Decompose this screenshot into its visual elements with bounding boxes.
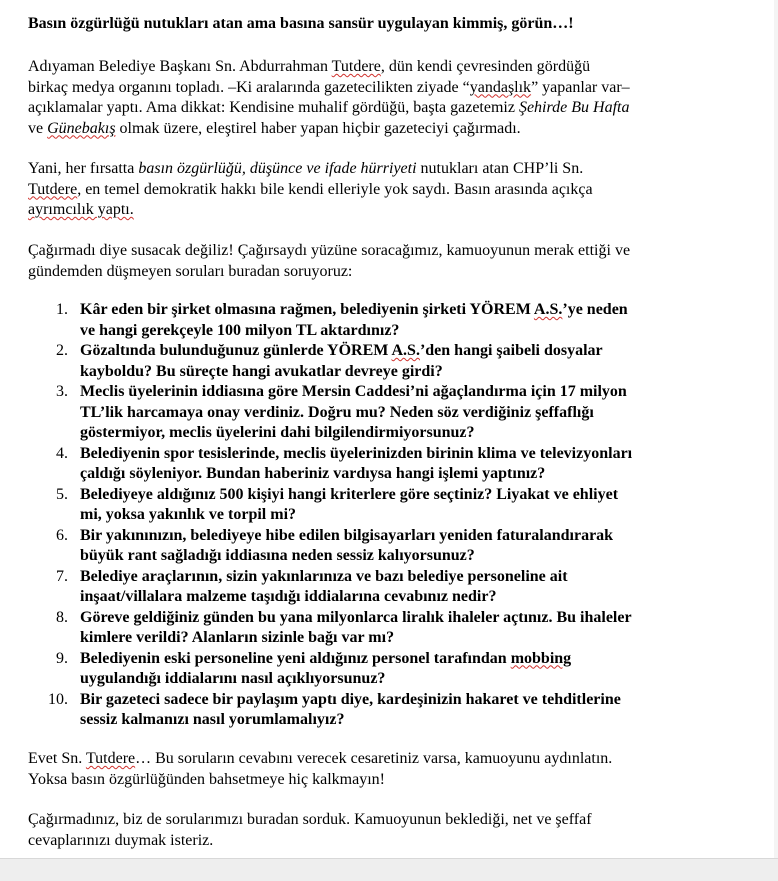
text-run: , en temel demokratik hakkı bile kendi elleriyle yok saydı. Basın arasında açıkça <box>77 180 593 198</box>
text-run: ” yapanlar var– <box>531 78 630 96</box>
list-number: 2. <box>56 342 68 359</box>
paragraph-line: cevaplarınızı duymak isteriz. <box>28 831 214 849</box>
list-item <box>28 341 728 382</box>
article-title: Basın özgürlüğü nutukları atan ama basına sansür uygulayan kimmiş, görün…! <box>28 15 574 32</box>
text-run: Bir yakınınızın, belediyeye hibe edilen bilgisayarları yeniden faturalandırarak <box>80 526 614 544</box>
paragraph-line <box>28 119 718 140</box>
paragraph-line <box>28 57 718 78</box>
text-run: ’ye neden <box>562 301 628 318</box>
list-item-text <box>80 485 778 526</box>
paragraph-final <box>28 810 718 851</box>
list-item-text <box>80 382 778 444</box>
text-run: Evet Sn. <box>28 750 86 767</box>
list-item <box>28 300 728 341</box>
paragraph-criticism <box>28 159 718 221</box>
text-run: mi, yoksa yakınlık ve torpil mi? <box>80 506 297 523</box>
text-run: uygulandığı iddialarını nasıl açıklıyorsunuz? <box>80 670 386 687</box>
paragraph-closing <box>28 749 718 790</box>
text-run: Yani, her fırsatta <box>28 160 139 177</box>
paragraph-line: Çağırmadınız, biz de sorularımızı buradan sorduk. Kamuoyunun beklediği, net ve şeffaf <box>28 811 592 828</box>
paragraph-intro <box>28 57 718 139</box>
text-run: olmak üzere, eleştirel haber yapan hiçbir gazeteciyi çağırmadı. <box>115 119 521 137</box>
list-item <box>28 485 728 526</box>
text-run: birkaç medya organını topladı. –Ki aralarında gazetecilikten ziyade “ <box>28 78 470 96</box>
questions-list <box>28 300 728 731</box>
paragraph-line: Çağırmadı diye susacak değiliz! Çağırsaydı yüzüne soracağımız, kamuoyunun merak ettiği ve <box>28 242 631 259</box>
text-run: Belediyenin eski personeline yeni aldığınız personel tarafından <box>80 649 511 667</box>
text-run: göstermiyor, meclis üyelerini dahi bilgilendirmiyorsunuz? <box>80 424 475 441</box>
newspaper-name: Günebakış <box>47 119 116 137</box>
list-number: 5. <box>56 485 68 503</box>
paragraph-line <box>28 159 718 180</box>
text-run: kayboldu? Bu süreçte hangi avukatlar devreye girdi? <box>80 362 443 380</box>
list-item <box>28 567 728 608</box>
paragraph-questions-intro <box>28 241 718 282</box>
list-item-text <box>80 526 778 567</box>
paragraph-line: Yoksa basın özgürlüğünden bahsetmeye hiç kalkmayın! <box>28 770 385 788</box>
text-run: inşaat/villalara malzeme taşıdığı iddialarına cevabınız nedir? <box>80 588 497 605</box>
text-run-italic: basın özgürlüğü, düşünce ve ifade hürriyeti <box>138 160 417 177</box>
list-number: 8. <box>56 608 68 626</box>
text-run: TL’lik harcamaya onay verdiniz. Doğru mu? Neden söz verdiğiniz şeffaflığı <box>80 403 594 421</box>
list-item-text <box>80 649 778 690</box>
newspaper-name: Şehirde Bu Hafta <box>518 99 630 116</box>
spellcheck-word: Tutdere <box>85 750 136 767</box>
spellcheck-word: yandaşlık <box>469 78 532 96</box>
paragraph-line <box>28 78 718 99</box>
text-run: Belediyeye aldığınız 500 kişiyi hangi kriterlere göre seçtiniz? Liyakat ve ehliyet <box>80 485 619 503</box>
page-edge <box>774 0 778 858</box>
list-number: 7. <box>56 567 68 585</box>
text-run: … Bu soruların cevabını verecek cesaretiniz varsa, kamuoyunu aydınlatın. <box>135 750 613 767</box>
text-run: nutukları atan CHP’li Sn. <box>416 160 584 177</box>
text-run: Kâr eden bir şirket olmasına rağmen, belediyenin şirketi YÖREM <box>80 301 534 318</box>
paragraph-line: gündemden düşmeyen soruları buradan soruyoruz: <box>28 262 353 280</box>
list-item <box>28 526 728 567</box>
paragraph-line <box>28 180 718 201</box>
list-item <box>28 444 728 485</box>
list-item-text <box>80 300 778 341</box>
spellcheck-word: A.S. <box>391 342 420 359</box>
list-number: 6. <box>56 526 68 544</box>
text-run: Belediyenin spor tesislerinde, meclis üyelerinizden birinin klima ve televizyonları <box>80 444 633 462</box>
text-run: açıklamalar yaptı. Ama dikkat: Kendisine muhalif gördüğü, başta gazetemiz <box>28 99 519 116</box>
list-item <box>28 608 728 649</box>
list-item <box>28 690 728 731</box>
text-run: kimlere verildi? Alanların sizinle bağı var mı? <box>80 629 395 646</box>
list-item <box>28 649 728 690</box>
bottom-scroll-area[interactable] <box>0 858 778 881</box>
list-item <box>28 382 728 444</box>
spellcheck-word: ayrımcılık yaptı. <box>28 201 134 218</box>
list-number: 9. <box>56 649 68 667</box>
text-run: Göreve geldiğiniz günden bu yana milyonlarca liralık ihaleler açtınız. Bu ihaleler <box>80 608 632 626</box>
text-run: ve hangi gerekçeyle 100 milyon TL aktardınız? <box>80 321 400 339</box>
text-run: Belediye araçlarının, sizin yakınlarınıza ve bazı belediye personeline ait <box>80 567 568 585</box>
spellcheck-word: Tutdere <box>28 180 78 198</box>
text-run: Meclis üyelerinin iddiasına göre Mersin Caddesi’ni ağaçlandırma için 17 milyon <box>80 383 627 400</box>
paragraph-line <box>28 200 718 221</box>
list-number: 10. <box>48 690 68 708</box>
paragraph-line <box>28 98 718 119</box>
list-item-text <box>80 444 778 485</box>
text-run: çaldığı söyleniyor. Bundan haberiniz vardıysa hangi işlemi yaptınız? <box>80 465 546 482</box>
spellcheck-word: mobbing <box>510 649 572 667</box>
list-item-text <box>80 341 778 382</box>
list-number: 4. <box>56 444 68 462</box>
list-item-text <box>80 690 778 731</box>
text-run: ’den hangi şaibeli dosyalar <box>419 342 603 359</box>
spellcheck-word: A.S. <box>533 301 563 318</box>
spellcheck-word: Tutdere <box>331 58 381 75</box>
list-item-text <box>80 608 778 649</box>
text-run: Adıyaman Belediye Başkanı Sn. Abdurrahman <box>28 58 332 75</box>
text-run: büyük rant sağladığı iddiasına neden sessiz kalıyorsunuz? <box>80 547 475 564</box>
list-item-text <box>80 567 778 608</box>
list-number: 1. <box>56 301 68 318</box>
text-run: , dün kendi çevresinden gördüğü <box>380 58 591 75</box>
paragraph-line <box>28 749 718 770</box>
text-run: ve <box>28 119 48 137</box>
text-run: Bir gazeteci sadece bir paylaşım yaptı diye, kardeşinizin hakaret ve tehditlerine <box>80 690 621 708</box>
text-run: Gözaltında bulunduğunuz günlerde YÖREM <box>80 342 392 359</box>
text-run: sessiz kalmanızı nasıl yorumlamalıyız? <box>80 711 345 728</box>
list-number: 3. <box>56 383 68 400</box>
